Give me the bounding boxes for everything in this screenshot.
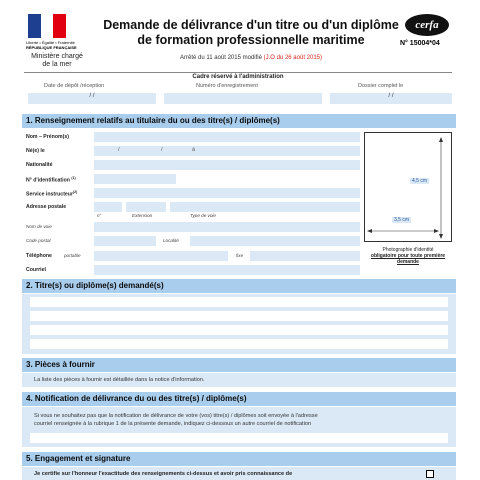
adresse-numero-field[interactable] — [94, 202, 122, 212]
nom-label: Nom – Prénom(s) — [26, 134, 69, 140]
code-postal-label: Code postal — [26, 238, 51, 243]
section2-header: 2. Titre(s) ou diplôme(s) demandé(s) — [22, 279, 456, 293]
republic-motto: Liberté • Égalité • Fraternité — [26, 40, 75, 45]
naissance-lieu-a: à — [192, 147, 196, 153]
notification-courriel-field[interactable] — [30, 433, 448, 443]
dossier-complete-label: Dossier complet le — [358, 83, 404, 89]
adresse-label: Adresse postale — [26, 204, 67, 210]
photo-width-label: 3,5 cm — [394, 217, 410, 223]
republic-label: RÉPUBLIQUE FRANÇAISE — [26, 45, 77, 50]
localite-field[interactable] — [190, 236, 360, 246]
photo-dimension-arrows — [365, 133, 453, 243]
code-postal-field[interactable] — [94, 236, 156, 246]
cerfa-logo: cerfa — [405, 14, 449, 36]
registration-number-label: Numéro d'enregistrement — [196, 83, 258, 89]
admin-heading: Cadre réservé à l'administration — [192, 74, 284, 80]
date-depot-field[interactable]: / / — [28, 93, 156, 104]
identification-field[interactable] — [94, 174, 176, 184]
naissance-label: Né(e) le — [26, 148, 45, 154]
nationalite-label: Nationalité — [26, 162, 53, 168]
telephone-label: Téléphone — [26, 253, 52, 259]
section3-header: 3. Pièces à fournir — [22, 358, 456, 372]
nom-field[interactable] — [94, 132, 360, 142]
numero-label: n° — [97, 213, 102, 218]
type-voie-label: Type de voie — [190, 213, 216, 218]
pieces-note: La liste des pièces à fournir est détaillée dans la notice d'information. — [34, 377, 205, 383]
photo-caption: Photographie d'identité obligatoire pour toute première demande — [370, 247, 446, 265]
identification-label: N° d'identification $^{(1)}$ — [26, 176, 76, 184]
certify-text: Je certifie sur l'honneur l'exactitude des renseignements ci-dessus et avoir pris connaissance de — [34, 471, 293, 477]
telephone-portable-field[interactable] — [94, 251, 228, 261]
titre-field-1[interactable] — [30, 297, 448, 307]
notification-note: Si vous ne souhaitez pas que la notification de délivrance de votre (vos) titre(s) / diplômes soit envoyée à l'adresse courriel renseignée à la rubrique 1 de la présente demande, indiquez ci-dessous un autre courriel de notification — [34, 413, 318, 427]
nom-voie-field[interactable] — [94, 222, 360, 232]
extension-label: Extension — [132, 213, 153, 218]
service-instructeur-field[interactable] — [94, 188, 360, 198]
nationalite-field[interactable] — [94, 160, 360, 170]
marianne-logo — [28, 14, 66, 38]
fixe-label: fixe — [236, 253, 244, 258]
section4-header: 4. Notification de délivrance du ou des titre(s) / diplôme(s) — [22, 392, 456, 406]
registration-number-field[interactable] — [164, 93, 322, 104]
adresse-extension-field[interactable] — [126, 202, 166, 212]
photo-height-label: 4,5 cm — [412, 178, 428, 184]
courriel-label: Courriel — [26, 267, 46, 273]
titre-field-2[interactable] — [30, 311, 448, 321]
nom-voie-label: Nom de voie — [26, 224, 52, 229]
courriel-field[interactable] — [94, 265, 360, 275]
cerfa-number: N° 15004*04 — [400, 40, 440, 47]
photo-box[interactable] — [364, 132, 452, 242]
portable-label: portable — [64, 253, 81, 258]
certify-checkbox[interactable] — [426, 470, 434, 478]
localite-label: Localité — [163, 238, 179, 243]
section1-header: 1. Renseignement relatifs au titulaire du ou des titre(s) / diplôme(s) — [22, 114, 456, 128]
date-depot-label: Date de dépôt /réception — [44, 83, 105, 89]
telephone-fixe-field[interactable] — [250, 251, 360, 261]
section5-header: 5. Engagement et signature — [22, 452, 456, 466]
service-instructeur-label: Service instructeur$^{(2)}$ — [26, 190, 78, 198]
form-subtitle: Arrêté du 11 août 2015 modifié (J.O du 26 août 2015) — [180, 55, 322, 61]
dossier-complete-field[interactable]: / / — [330, 93, 452, 104]
ministry: Ministère chargé de la mer — [31, 53, 83, 68]
adresse-type-voie-field[interactable] — [170, 202, 360, 212]
form-title: Demande de délivrance d'un titre ou d'un diplôme de formation professionnelle maritime — [103, 18, 399, 47]
titre-field-3[interactable] — [30, 325, 448, 335]
naissance-date-slashes: / / — [118, 147, 183, 153]
titre-field-4[interactable] — [30, 339, 448, 349]
